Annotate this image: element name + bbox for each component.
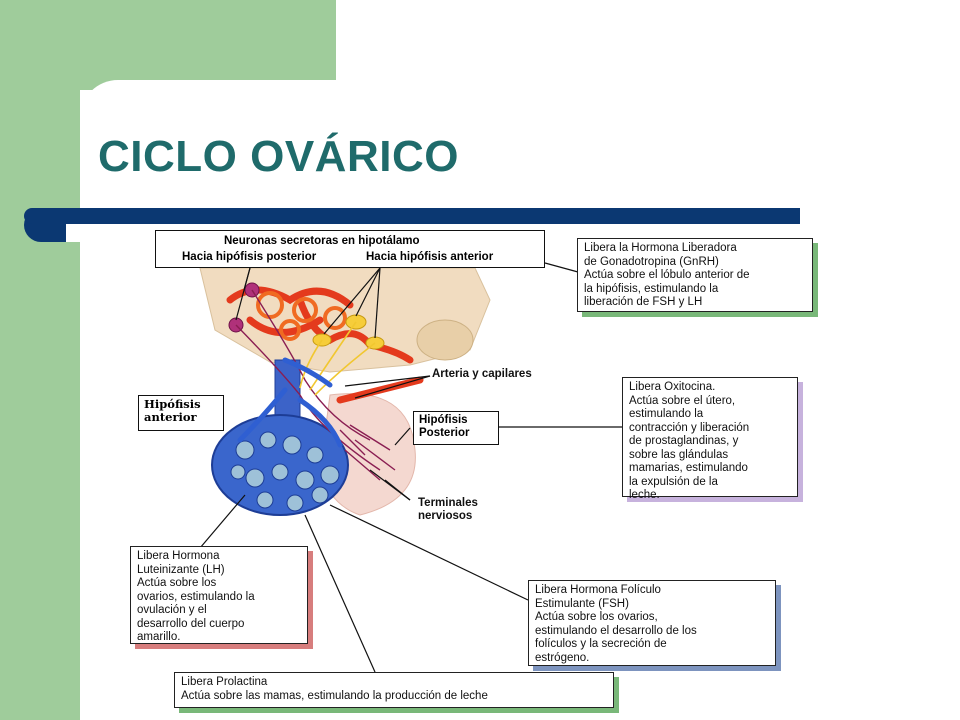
artery-label: Arteria y capilares [432,368,532,380]
posterior-pituitary-label: Hipófisis Posterior [413,411,499,445]
hypothalamus-label-box [155,230,545,268]
prolactin-info-box: Libera Prolactina Actúa sobre las mamas, estimulando la producción de leche [174,672,614,708]
fsh-info-box: Libera Hormona Folículo Estimulante (FSH) Actúa sobre los ovarios, estimulando el desarrollo de los folículos y la secreción de estrógeno. [528,580,776,666]
nerve-terminals-label: Terminales nerviosos [418,497,478,522]
mammillary-body [417,320,473,360]
to-anterior-label: Hacia hipófisis anterior [366,251,494,263]
to-posterior-label: Hacia hipófisis posterior [182,251,317,263]
gnrh-info-box: Libera la Hormona Liberadora de Gonadotropina (GnRH) Actúa sobre el lóbulo anterior de la hipófisis, estimulando la liberación de FSH y LH [577,238,813,312]
anterior-pituitary-label: Hipófisis anterior [138,395,224,431]
lh-info-box: Libera Hormona Luteinizante (LH) Actúa sobre los ovarios, estimulando la ovulación y el desarrollo del cuerpo amarillo. [130,546,308,644]
hypothalamus-header: Neuronas secretoras en hipotálamo [224,235,420,247]
slide-title: CICLO OVÁRICO [98,132,459,181]
oxytocin-info-box: Libera Oxitocina. Actúa sobre el útero, estimulando la contracción y liberación de prostaglandinas, y sobre las glándulas mamarias, estimulando la expulsión de la leche. [622,377,798,497]
